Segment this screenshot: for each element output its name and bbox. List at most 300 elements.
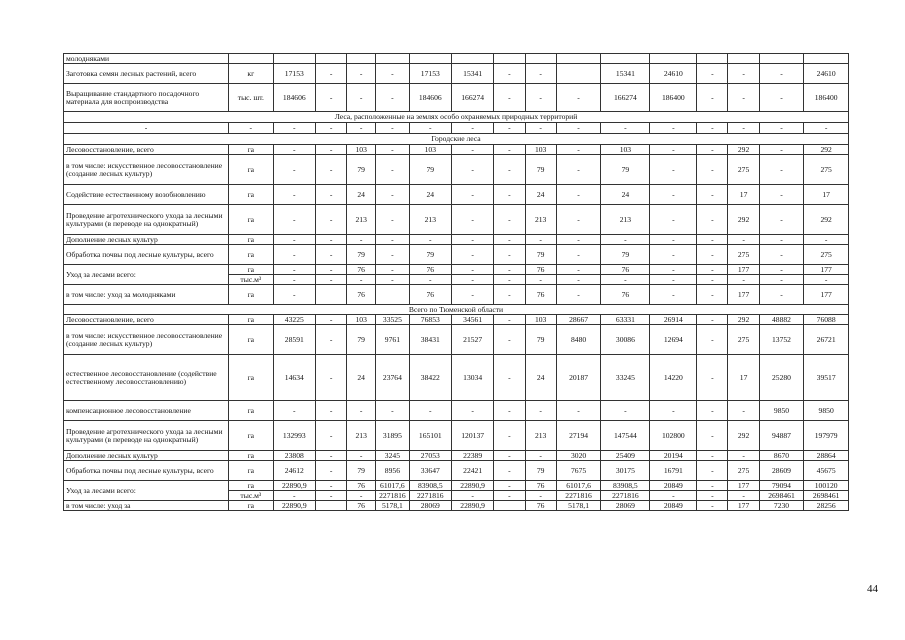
table-cell: [728, 54, 759, 64]
table-cell: 20187: [556, 355, 601, 401]
table-cell: -: [650, 265, 697, 275]
table-cell: -: [650, 155, 697, 185]
table-cell: Проведение агротехнического ухода за лесными культурами (в переводе на однократный): [64, 205, 229, 235]
table-cell: 76: [601, 285, 650, 305]
table-cell: -: [697, 84, 728, 112]
table-cell: -: [451, 265, 493, 275]
table-cell: 76088: [804, 315, 849, 325]
table-cell: -: [697, 481, 728, 491]
table-row: [64, 235, 849, 245]
table-cell: 213: [601, 205, 650, 235]
table-row: [64, 145, 849, 155]
table-row: [64, 84, 849, 112]
table-cell: 79: [347, 461, 376, 481]
table-cell: 33245: [601, 355, 650, 401]
table-cell: -: [697, 325, 728, 355]
table-row: [64, 315, 849, 325]
table-cell: кг: [229, 64, 274, 84]
table-cell: -: [376, 205, 409, 235]
table-cell: -: [697, 315, 728, 325]
table-cell: [556, 64, 601, 84]
table-cell: 9850: [759, 401, 804, 421]
table-cell: -: [697, 145, 728, 155]
table-row: [64, 155, 849, 185]
table-cell: -: [451, 145, 493, 155]
table-cell: -: [273, 123, 315, 134]
table-cell: 213: [347, 205, 376, 235]
table-cell: 79: [525, 461, 556, 481]
table-cell: -: [650, 245, 697, 265]
table-cell: 275: [804, 155, 849, 185]
table-cell: 25280: [759, 355, 804, 401]
table-cell: 177: [728, 501, 759, 511]
table-cell: 275: [728, 461, 759, 481]
table-cell: 2698461: [804, 491, 849, 501]
table-cell: -: [494, 245, 525, 265]
section-row: [64, 305, 849, 315]
table-cell: -: [697, 285, 728, 305]
table-cell: 94887: [759, 421, 804, 451]
table-cell: -: [728, 84, 759, 112]
table-cell: 28609: [759, 461, 804, 481]
table-cell: в том числе: уход за молодняками: [64, 285, 229, 305]
table-cell: -: [494, 451, 525, 461]
table-cell: га: [229, 285, 274, 305]
table-cell: -: [697, 235, 728, 245]
table-cell: 186400: [804, 84, 849, 112]
table-cell: 76: [347, 501, 376, 511]
table-cell: -: [494, 275, 525, 285]
table-cell: га: [229, 155, 274, 185]
table-cell: -: [556, 145, 601, 155]
table-cell: -: [451, 275, 493, 285]
table-cell: -: [409, 275, 451, 285]
table-cell: 27053: [409, 451, 451, 461]
table-cell: -: [273, 185, 315, 205]
table-cell: -: [759, 64, 804, 84]
table-cell: 292: [728, 145, 759, 155]
table-cell: -: [697, 501, 728, 511]
table-cell: [315, 285, 346, 305]
table-cell: 17: [804, 185, 849, 205]
table-cell: 31895: [376, 421, 409, 451]
table-cell: 292: [728, 315, 759, 325]
table-cell: 28591: [273, 325, 315, 355]
table-row: [64, 205, 849, 235]
section-title: Всего по Тюменской области: [64, 305, 849, 315]
table-cell: -: [525, 123, 556, 134]
table-cell: -: [451, 235, 493, 245]
table-cell: Уход за лесами всего:: [64, 481, 229, 501]
table-cell: -: [650, 145, 697, 155]
table-cell: га: [229, 481, 274, 491]
table-cell: 24: [347, 185, 376, 205]
table-cell: 197979: [804, 421, 849, 451]
table-cell: -: [451, 401, 493, 421]
table-cell: -: [315, 421, 346, 451]
table-cell: 24610: [650, 64, 697, 84]
table-cell: 275: [728, 325, 759, 355]
table-cell: Выращивание стандартного посадочного материала для воспроизводства: [64, 84, 229, 112]
table-cell: -: [494, 155, 525, 185]
table-cell: -: [315, 401, 346, 421]
table-cell: 79: [601, 245, 650, 265]
table-cell: -: [315, 325, 346, 355]
table-cell: -: [494, 421, 525, 451]
table-cell: -: [451, 155, 493, 185]
table-cell: 28256: [804, 501, 849, 511]
table-cell: -: [494, 235, 525, 245]
table-cell: -: [556, 235, 601, 245]
table-cell: [601, 54, 650, 64]
table-cell: Проведение агротехнического ухода за лесными культурами (в переводе на однократный): [64, 421, 229, 451]
table-cell: -: [525, 451, 556, 461]
table-cell: 26914: [650, 315, 697, 325]
table-cell: 28667: [556, 315, 601, 325]
table-cell: га: [229, 235, 274, 245]
table-cell: 17: [728, 355, 759, 401]
table-row: [64, 355, 849, 401]
table-row: [64, 123, 849, 134]
table-cell: -: [376, 64, 409, 84]
table-cell: 9850: [804, 401, 849, 421]
table-cell: 17153: [273, 64, 315, 84]
table-cell: -: [728, 275, 759, 285]
table-cell: 275: [728, 245, 759, 265]
table-cell: 17: [728, 185, 759, 205]
table-cell: [759, 54, 804, 64]
table-cell: -: [697, 123, 728, 134]
table-cell: 12694: [650, 325, 697, 355]
table-cell: -: [409, 401, 451, 421]
table-cell: 177: [804, 285, 849, 305]
section-title: Городские леса: [64, 134, 849, 145]
table-cell: -: [697, 451, 728, 461]
table-cell: га: [229, 315, 274, 325]
table-cell: 275: [728, 155, 759, 185]
table-cell: [556, 54, 601, 64]
table-cell: [494, 54, 525, 64]
table-cell: 8956: [376, 461, 409, 481]
table-cell: 15341: [451, 64, 493, 84]
table-cell: -: [409, 235, 451, 245]
table-cell: -: [315, 481, 346, 491]
table-cell: [650, 54, 697, 64]
table-cell: -: [494, 461, 525, 481]
section-row: [64, 134, 849, 145]
table-cell: -: [525, 84, 556, 112]
table-cell: га: [229, 185, 274, 205]
table-cell: -: [728, 451, 759, 461]
table-cell: -: [315, 84, 346, 112]
table-cell: 22389: [451, 451, 493, 461]
table-cell: Заготовка семян лесных растений, всего: [64, 64, 229, 84]
table-cell: -: [494, 123, 525, 134]
table-cell: 83908,5: [601, 481, 650, 491]
table-cell: -: [451, 185, 493, 205]
table-cell: -: [650, 285, 697, 305]
table-cell: 79: [525, 325, 556, 355]
table-cell: 103: [525, 315, 556, 325]
table-cell: -: [759, 84, 804, 112]
table-row: [64, 64, 849, 84]
table-cell: -: [697, 401, 728, 421]
table-cell: 24: [525, 185, 556, 205]
table-cell: -: [804, 123, 849, 134]
table-cell: -: [728, 401, 759, 421]
table-cell: -: [556, 123, 601, 134]
table-cell: га: [229, 325, 274, 355]
table-cell: 76853: [409, 315, 451, 325]
table-cell: 292: [728, 205, 759, 235]
table-cell: Обработка почвы под лесные культуры, всего: [64, 245, 229, 265]
table-cell: -: [804, 235, 849, 245]
table-cell: -: [556, 245, 601, 265]
table-cell: 5178,1: [556, 501, 601, 511]
table-cell: -: [697, 265, 728, 275]
table-cell: -: [315, 64, 346, 84]
table-cell: -: [315, 451, 346, 461]
table-cell: -: [347, 84, 376, 112]
table-cell: молодняками: [64, 54, 229, 64]
table-cell: 166274: [451, 84, 493, 112]
table-cell: 177: [728, 285, 759, 305]
table-cell: 213: [409, 205, 451, 235]
table-cell: -: [556, 275, 601, 285]
table-cell: 30175: [601, 461, 650, 481]
table-cell: -: [494, 325, 525, 355]
table-cell: 132993: [273, 421, 315, 451]
table-cell: -: [650, 235, 697, 245]
table-cell: -: [759, 245, 804, 265]
table-cell: 2271816: [601, 491, 650, 501]
table-cell: 103: [347, 315, 376, 325]
table-cell: 9761: [376, 325, 409, 355]
table-cell: -: [601, 275, 650, 285]
table-cell: -: [273, 401, 315, 421]
table-cell: -: [347, 491, 376, 501]
table-cell: -: [556, 265, 601, 275]
table-cell: га: [229, 451, 274, 461]
table-cell: 103: [525, 145, 556, 155]
table-cell: -: [697, 491, 728, 501]
table-cell: Содействие естественному возобновлению: [64, 185, 229, 205]
table-cell: га: [229, 501, 274, 511]
table-cell: 103: [347, 145, 376, 155]
table-cell: -: [494, 481, 525, 491]
table-cell: 166274: [601, 84, 650, 112]
table-cell: 30086: [601, 325, 650, 355]
table-cell: [451, 54, 493, 64]
table-cell: 177: [728, 481, 759, 491]
table-cell: -: [650, 275, 697, 285]
table-cell: га: [229, 245, 274, 265]
table-cell: -: [273, 275, 315, 285]
table-cell: 22890,9: [273, 481, 315, 491]
table-cell: -: [376, 84, 409, 112]
table-cell: 26721: [804, 325, 849, 355]
table-cell: -: [494, 355, 525, 401]
table-cell: -: [315, 315, 346, 325]
table-cell: 76: [347, 285, 376, 305]
table-cell: 2698461: [759, 491, 804, 501]
table-cell: 275: [804, 245, 849, 265]
table-cell: -: [697, 275, 728, 285]
table-cell: -: [315, 245, 346, 265]
table-cell: -: [347, 123, 376, 134]
table-cell: 2271816: [376, 491, 409, 501]
table-cell: 33525: [376, 315, 409, 325]
table-cell: 100120: [804, 481, 849, 491]
table-cell: 20849: [650, 481, 697, 491]
table-cell: -: [347, 401, 376, 421]
table-cell: 38422: [409, 355, 451, 401]
table-cell: 79: [409, 155, 451, 185]
section-title: Леса, расположенные на землях особо охраняемых природных территорий: [64, 112, 849, 123]
table-cell: 8670: [759, 451, 804, 461]
table-row: [64, 325, 849, 355]
table-cell: Лесовосстановление, всего: [64, 145, 229, 155]
table-cell: -: [494, 315, 525, 325]
table-cell: 177: [804, 265, 849, 275]
table-cell: [229, 54, 274, 64]
table-cell: -: [315, 205, 346, 235]
table-cell: -: [650, 205, 697, 235]
table-cell: 23808: [273, 451, 315, 461]
table-cell: -: [315, 235, 346, 245]
table-cell: -: [451, 491, 493, 501]
table-cell: -: [273, 205, 315, 235]
table-cell: в том числе: уход за: [64, 501, 229, 511]
table-cell: -: [494, 285, 525, 305]
table-cell: -: [347, 451, 376, 461]
table-cell: -: [451, 285, 493, 305]
page-number: 44: [867, 583, 878, 595]
table-cell: -: [556, 155, 601, 185]
table-cell: -: [494, 265, 525, 275]
table-cell: -: [556, 185, 601, 205]
table-cell: 120137: [451, 421, 493, 451]
table-cell: 38431: [409, 325, 451, 355]
table-cell: га: [229, 401, 274, 421]
table-cell: -: [273, 285, 315, 305]
table-row: [64, 185, 849, 205]
table-cell: 61017,6: [556, 481, 601, 491]
table-row: [64, 245, 849, 265]
table-cell: -: [650, 185, 697, 205]
table-cell: тыс.м³: [229, 275, 274, 285]
table-cell: 213: [525, 205, 556, 235]
table-cell: га: [229, 145, 274, 155]
table-cell: 24: [525, 355, 556, 401]
table-cell: 61017,6: [376, 481, 409, 491]
table-cell: -: [451, 123, 493, 134]
table-cell: в том числе: искусственное лесовосстановление (создание лесных культур): [64, 155, 229, 185]
table-cell: -: [525, 64, 556, 84]
table-cell: 165101: [409, 421, 451, 451]
table-cell: -: [759, 155, 804, 185]
table-cell: -: [273, 265, 315, 275]
table-cell: га: [229, 205, 274, 235]
table-cell: 76: [409, 285, 451, 305]
table-row: [64, 461, 849, 481]
table-cell: -: [650, 491, 697, 501]
table-row: [64, 265, 849, 275]
table-cell: 20849: [650, 501, 697, 511]
table-cell: Лесовосстановление, всего: [64, 315, 229, 325]
table-cell: естественное лесовосстановление (содействие естественному лесовосстановлению): [64, 355, 229, 401]
table-cell: тыс.м³: [229, 491, 274, 501]
table-row: [64, 54, 849, 64]
table-cell: 24: [347, 355, 376, 401]
table-cell: 79: [601, 155, 650, 185]
table-cell: 79: [409, 245, 451, 265]
forest-activities-table: [63, 53, 849, 511]
table-cell: 14634: [273, 355, 315, 401]
table-cell: -: [315, 491, 346, 501]
table-cell: 8480: [556, 325, 601, 355]
table-cell: 25409: [601, 451, 650, 461]
table-cell: 3245: [376, 451, 409, 461]
table-cell: [494, 501, 525, 511]
table-cell: -: [494, 185, 525, 205]
table-cell: 24610: [804, 64, 849, 84]
table-cell: 177: [728, 265, 759, 275]
table-row: [64, 401, 849, 421]
table-cell: -: [697, 421, 728, 451]
table-cell: га: [229, 421, 274, 451]
table-cell: -: [556, 84, 601, 112]
table-cell: 24: [409, 185, 451, 205]
table-cell: Уход за лесами всего:: [64, 265, 229, 285]
table-cell: 7675: [556, 461, 601, 481]
table-cell: 28069: [601, 501, 650, 511]
table-cell: -: [494, 145, 525, 155]
table-cell: 27194: [556, 421, 601, 451]
table-cell: 63331: [601, 315, 650, 325]
table-row: [64, 501, 849, 511]
table-cell: -: [376, 265, 409, 275]
table-row: [64, 285, 849, 305]
table-cell: -: [759, 145, 804, 155]
table-cell: 292: [804, 205, 849, 235]
table-cell: [409, 54, 451, 64]
table-cell: тыс. шт.: [229, 84, 274, 112]
table-cell: 45675: [804, 461, 849, 481]
table-cell: -: [697, 245, 728, 265]
table-cell: 76: [601, 265, 650, 275]
table-cell: -: [759, 265, 804, 275]
table-cell: -: [494, 64, 525, 84]
table-cell: -: [494, 84, 525, 112]
table-cell: 76: [409, 265, 451, 275]
table-cell: 16791: [650, 461, 697, 481]
table-cell: -: [556, 205, 601, 235]
table-cell: -: [494, 491, 525, 501]
table-cell: -: [525, 401, 556, 421]
table-cell: -: [273, 155, 315, 185]
table-cell: -: [376, 185, 409, 205]
table-cell: -: [315, 155, 346, 185]
table-cell: 39517: [804, 355, 849, 401]
table-cell: -: [347, 64, 376, 84]
section-row: [64, 112, 849, 123]
table-cell: -: [273, 235, 315, 245]
table-cell: -: [601, 401, 650, 421]
table-cell: 79: [525, 245, 556, 265]
table-cell: [525, 54, 556, 64]
table-cell: 79: [347, 325, 376, 355]
